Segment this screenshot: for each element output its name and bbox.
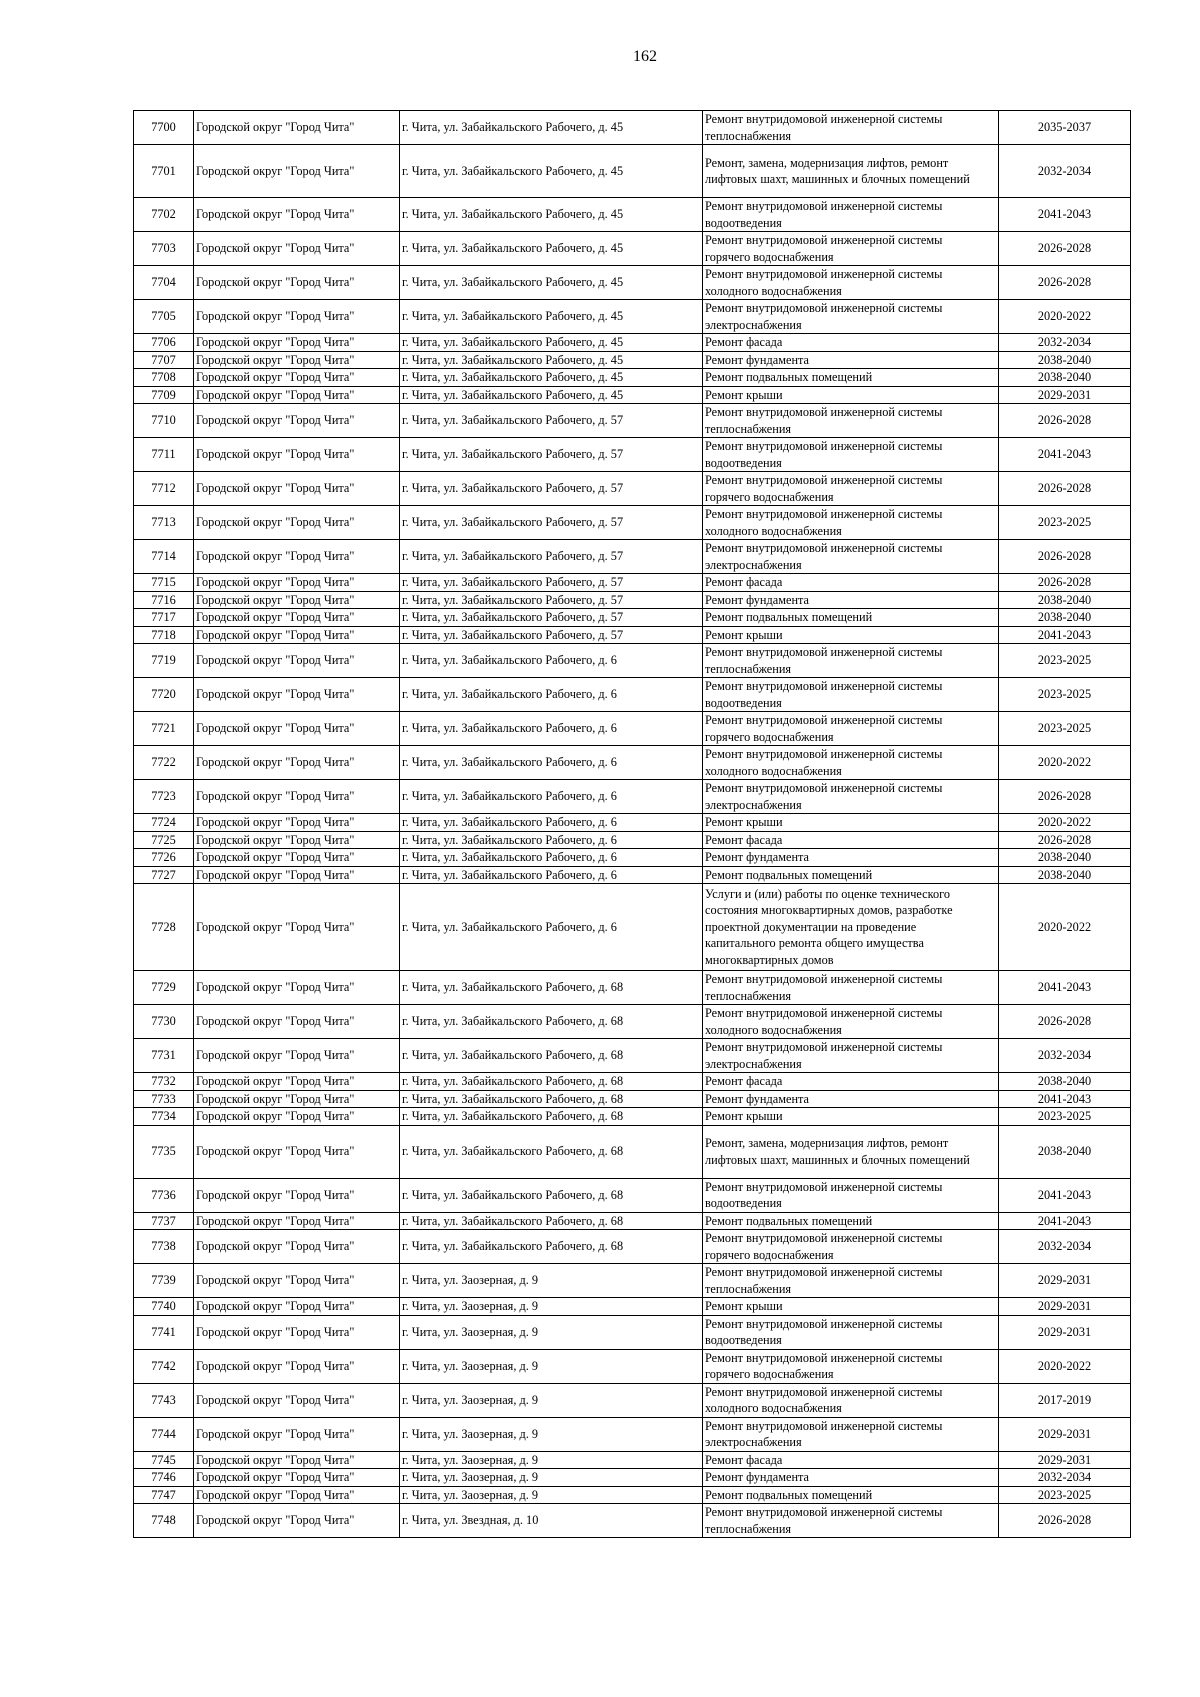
- period-cell: 2038-2040: [999, 609, 1131, 627]
- municipality-cell: Городской округ "Город Чита": [194, 1504, 400, 1538]
- row-number-cell: 7714: [134, 540, 194, 574]
- table-row: [134, 351, 1131, 369]
- address-cell: г. Чита, ул. Забайкальского Рабочего, д. 68: [400, 1090, 703, 1108]
- table-row: [134, 386, 1131, 404]
- table-row: [134, 1504, 1131, 1538]
- period-cell: 2017-2019: [999, 1383, 1131, 1417]
- period-cell: 2023-2025: [999, 678, 1131, 712]
- municipality-cell: Городской округ "Город Чита": [194, 1090, 400, 1108]
- work-type-cell: Ремонт крыши: [703, 1108, 999, 1126]
- period-cell: 2038-2040: [999, 849, 1131, 867]
- table-row: [134, 404, 1131, 438]
- work-type-cell: Ремонт внутридомовой инженерной системы теплоснабжения: [703, 1264, 999, 1298]
- work-type-cell: Ремонт внутридомовой инженерной системы холодного водоснабжения: [703, 1383, 999, 1417]
- table-row: [134, 111, 1131, 145]
- table-row: [134, 266, 1131, 300]
- address-cell: г. Чита, ул. Заозерная, д. 9: [400, 1451, 703, 1469]
- row-number-cell: 7719: [134, 644, 194, 678]
- table-row: [134, 300, 1131, 334]
- work-type-cell: Ремонт крыши: [703, 386, 999, 404]
- table-row: [134, 609, 1131, 627]
- work-type-cell: Ремонт подвальных помещений: [703, 609, 999, 627]
- work-type-cell: Ремонт внутридомовой инженерной системы электроснабжения: [703, 540, 999, 574]
- address-cell: г. Чита, ул. Забайкальского Рабочего, д. 6: [400, 780, 703, 814]
- address-cell: г. Чита, ул. Забайкальского Рабочего, д. 6: [400, 712, 703, 746]
- period-cell: 2029-2031: [999, 1417, 1131, 1451]
- period-cell: 2023-2025: [999, 1486, 1131, 1504]
- address-cell: г. Чита, ул. Заозерная, д. 9: [400, 1264, 703, 1298]
- row-number-cell: 7730: [134, 1005, 194, 1039]
- municipality-cell: Городской округ "Город Чита": [194, 884, 400, 971]
- period-cell: 2026-2028: [999, 831, 1131, 849]
- table-row: [134, 1039, 1131, 1073]
- work-type-cell: Ремонт фундамента: [703, 1090, 999, 1108]
- period-cell: 2026-2028: [999, 780, 1131, 814]
- row-number-cell: 7732: [134, 1073, 194, 1091]
- address-cell: г. Чита, ул. Забайкальского Рабочего, д. 6: [400, 831, 703, 849]
- period-cell: 2029-2031: [999, 1315, 1131, 1349]
- row-number-cell: 7707: [134, 351, 194, 369]
- municipality-cell: Городской округ "Город Чита": [194, 831, 400, 849]
- municipality-cell: Городской округ "Город Чита": [194, 1178, 400, 1212]
- municipality-cell: Городской округ "Город Чита": [194, 1005, 400, 1039]
- address-cell: г. Чита, ул. Забайкальского Рабочего, д. 45: [400, 232, 703, 266]
- period-cell: 2026-2028: [999, 540, 1131, 574]
- address-cell: г. Чита, ул. Заозерная, д. 9: [400, 1298, 703, 1316]
- work-type-cell: Ремонт внутридомовой инженерной системы водоотведения: [703, 438, 999, 472]
- work-type-cell: Ремонт внутридомовой инженерной системы горячего водоснабжения: [703, 1230, 999, 1264]
- address-cell: г. Чита, ул. Забайкальского Рабочего, д. 6: [400, 884, 703, 971]
- work-type-cell: Ремонт фасада: [703, 574, 999, 592]
- row-number-cell: 7708: [134, 369, 194, 387]
- table-row: [134, 746, 1131, 780]
- address-cell: г. Чита, ул. Забайкальского Рабочего, д. 6: [400, 644, 703, 678]
- work-type-cell: Ремонт внутридомовой инженерной системы электроснабжения: [703, 780, 999, 814]
- work-type-cell: Ремонт фундамента: [703, 1469, 999, 1487]
- row-number-cell: 7734: [134, 1108, 194, 1126]
- row-number-cell: 7709: [134, 386, 194, 404]
- row-number-cell: 7737: [134, 1212, 194, 1230]
- table-row: [134, 1451, 1131, 1469]
- table-row: [134, 1212, 1131, 1230]
- municipality-cell: Городской округ "Город Чита": [194, 145, 400, 198]
- address-cell: г. Чита, ул. Заозерная, д. 9: [400, 1349, 703, 1383]
- row-number-cell: 7715: [134, 574, 194, 592]
- work-type-cell: Ремонт фундамента: [703, 591, 999, 609]
- work-type-cell: Ремонт крыши: [703, 626, 999, 644]
- period-cell: 2041-2043: [999, 198, 1131, 232]
- municipality-cell: Городской округ "Город Чита": [194, 814, 400, 832]
- row-number-cell: 7747: [134, 1486, 194, 1504]
- work-type-cell: Ремонт крыши: [703, 814, 999, 832]
- period-cell: 2029-2031: [999, 386, 1131, 404]
- row-number-cell: 7740: [134, 1298, 194, 1316]
- page-number: 162: [633, 48, 657, 65]
- table-row: [134, 438, 1131, 472]
- work-type-cell: Ремонт внутридомовой инженерной системы электроснабжения: [703, 1417, 999, 1451]
- table-row: [134, 1264, 1131, 1298]
- municipality-cell: Городской округ "Город Чита": [194, 1469, 400, 1487]
- table-row: [134, 644, 1131, 678]
- table-row: [134, 1125, 1131, 1178]
- work-type-cell: Ремонт внутридомовой инженерной системы электроснабжения: [703, 1039, 999, 1073]
- period-cell: 2038-2040: [999, 369, 1131, 387]
- municipality-cell: Городской округ "Город Чита": [194, 506, 400, 540]
- municipality-cell: Городской округ "Город Чита": [194, 1039, 400, 1073]
- row-number-cell: 7744: [134, 1417, 194, 1451]
- table-row: [134, 1469, 1131, 1487]
- work-type-cell: Ремонт фасада: [703, 1451, 999, 1469]
- row-number-cell: 7735: [134, 1125, 194, 1178]
- address-cell: г. Чита, ул. Забайкальского Рабочего, д. 6: [400, 849, 703, 867]
- row-number-cell: 7700: [134, 111, 194, 145]
- period-cell: 2032-2034: [999, 1469, 1131, 1487]
- row-number-cell: 7729: [134, 971, 194, 1005]
- table-row: [134, 1005, 1131, 1039]
- table-row: [134, 971, 1131, 1005]
- work-type-cell: Ремонт внутридомовой инженерной системы горячего водоснабжения: [703, 712, 999, 746]
- row-number-cell: 7704: [134, 266, 194, 300]
- row-number-cell: 7705: [134, 300, 194, 334]
- row-number-cell: 7727: [134, 866, 194, 884]
- row-number-cell: 7702: [134, 198, 194, 232]
- work-type-cell: Ремонт фасада: [703, 1073, 999, 1091]
- period-cell: 2041-2043: [999, 626, 1131, 644]
- municipality-cell: Городской округ "Город Чита": [194, 472, 400, 506]
- period-cell: 2023-2025: [999, 1108, 1131, 1126]
- work-type-cell: Ремонт внутридомовой инженерной системы холодного водоснабжения: [703, 1005, 999, 1039]
- address-cell: г. Чита, ул. Забайкальского Рабочего, д. 6: [400, 678, 703, 712]
- row-number-cell: 7733: [134, 1090, 194, 1108]
- period-cell: 2026-2028: [999, 1005, 1131, 1039]
- work-type-cell: Ремонт, замена, модернизация лифтов, ремонт лифтовых шахт, машинных и блочных помещений: [703, 1125, 999, 1178]
- table-row: [134, 814, 1131, 832]
- period-cell: 2026-2028: [999, 232, 1131, 266]
- municipality-cell: Городской округ "Город Чита": [194, 404, 400, 438]
- table-row: [134, 1178, 1131, 1212]
- municipality-cell: Городской округ "Город Чита": [194, 540, 400, 574]
- table-row: [134, 1090, 1131, 1108]
- row-number-cell: 7722: [134, 746, 194, 780]
- row-number-cell: 7736: [134, 1178, 194, 1212]
- work-type-cell: Ремонт фундамента: [703, 849, 999, 867]
- period-cell: 2026-2028: [999, 472, 1131, 506]
- municipality-cell: Городской округ "Город Чита": [194, 369, 400, 387]
- row-number-cell: 7721: [134, 712, 194, 746]
- period-cell: 2029-2031: [999, 1264, 1131, 1298]
- period-cell: 2041-2043: [999, 1178, 1131, 1212]
- registry-table-body: [134, 111, 1131, 1538]
- table-row: [134, 626, 1131, 644]
- address-cell: г. Чита, ул. Забайкальского Рабочего, д. 57: [400, 609, 703, 627]
- period-cell: 2026-2028: [999, 404, 1131, 438]
- address-cell: г. Чита, ул. Забайкальского Рабочего, д. 45: [400, 351, 703, 369]
- address-cell: г. Чита, ул. Забайкальского Рабочего, д. 68: [400, 1178, 703, 1212]
- work-type-cell: Ремонт фасада: [703, 831, 999, 849]
- address-cell: г. Чита, ул. Забайкальского Рабочего, д. 68: [400, 1073, 703, 1091]
- row-number-cell: 7716: [134, 591, 194, 609]
- period-cell: 2041-2043: [999, 971, 1131, 1005]
- work-type-cell: Ремонт внутридомовой инженерной системы холодного водоснабжения: [703, 506, 999, 540]
- municipality-cell: Городской округ "Город Чита": [194, 644, 400, 678]
- work-type-cell: Ремонт внутридомовой инженерной системы горячего водоснабжения: [703, 472, 999, 506]
- table-row: [134, 1486, 1131, 1504]
- address-cell: г. Чита, ул. Забайкальского Рабочего, д. 6: [400, 814, 703, 832]
- period-cell: 2026-2028: [999, 266, 1131, 300]
- address-cell: г. Чита, ул. Заозерная, д. 9: [400, 1315, 703, 1349]
- municipality-cell: Городской округ "Город Чита": [194, 678, 400, 712]
- period-cell: 2032-2034: [999, 145, 1131, 198]
- row-number-cell: 7742: [134, 1349, 194, 1383]
- table-row: [134, 145, 1131, 198]
- period-cell: 2032-2034: [999, 1230, 1131, 1264]
- row-number-cell: 7717: [134, 609, 194, 627]
- work-type-cell: Ремонт внутридомовой инженерной системы теплоснабжения: [703, 1504, 999, 1538]
- period-cell: 2041-2043: [999, 1090, 1131, 1108]
- address-cell: г. Чита, ул. Забайкальского Рабочего, д. 45: [400, 369, 703, 387]
- period-cell: 2026-2028: [999, 1504, 1131, 1538]
- address-cell: г. Чита, ул. Забайкальского Рабочего, д. 45: [400, 266, 703, 300]
- municipality-cell: Городской округ "Город Чита": [194, 1486, 400, 1504]
- work-type-cell: Ремонт внутридомовой инженерной системы водоотведения: [703, 1315, 999, 1349]
- table-row: [134, 574, 1131, 592]
- work-type-cell: Ремонт внутридомовой инженерной системы теплоснабжения: [703, 971, 999, 1005]
- period-cell: 2041-2043: [999, 1212, 1131, 1230]
- period-cell: 2029-2031: [999, 1451, 1131, 1469]
- table-row: [134, 1383, 1131, 1417]
- row-number-cell: 7748: [134, 1504, 194, 1538]
- work-type-cell: Ремонт внутридомовой инженерной системы горячего водоснабжения: [703, 1349, 999, 1383]
- row-number-cell: 7746: [134, 1469, 194, 1487]
- municipality-cell: Городской округ "Город Чита": [194, 1108, 400, 1126]
- table-row: [134, 334, 1131, 352]
- period-cell: 2041-2043: [999, 438, 1131, 472]
- table-row: [134, 1349, 1131, 1383]
- row-number-cell: 7701: [134, 145, 194, 198]
- work-type-cell: Ремонт внутридомовой инженерной системы водоотведения: [703, 678, 999, 712]
- address-cell: г. Чита, ул. Забайкальского Рабочего, д. 68: [400, 1212, 703, 1230]
- address-cell: г. Чита, ул. Забайкальского Рабочего, д. 68: [400, 1230, 703, 1264]
- municipality-cell: Городской округ "Город Чита": [194, 712, 400, 746]
- period-cell: 2038-2040: [999, 1073, 1131, 1091]
- municipality-cell: Городской округ "Город Чита": [194, 591, 400, 609]
- work-type-cell: Ремонт фасада: [703, 334, 999, 352]
- row-number-cell: 7711: [134, 438, 194, 472]
- municipality-cell: Городской округ "Город Чита": [194, 1073, 400, 1091]
- municipality-cell: Городской округ "Город Чита": [194, 1298, 400, 1316]
- row-number-cell: 7710: [134, 404, 194, 438]
- table-row: [134, 369, 1131, 387]
- municipality-cell: Городской округ "Город Чита": [194, 609, 400, 627]
- address-cell: г. Чита, ул. Забайкальского Рабочего, д. 57: [400, 626, 703, 644]
- municipality-cell: Городской округ "Город Чита": [194, 300, 400, 334]
- work-type-cell: Ремонт подвальных помещений: [703, 1212, 999, 1230]
- address-cell: г. Чита, ул. Забайкальского Рабочего, д. 57: [400, 591, 703, 609]
- row-number-cell: 7723: [134, 780, 194, 814]
- registry-table: [133, 110, 1131, 1538]
- table-row: [134, 1230, 1131, 1264]
- row-number-cell: 7726: [134, 849, 194, 867]
- row-number-cell: 7720: [134, 678, 194, 712]
- municipality-cell: Городской округ "Город Чита": [194, 438, 400, 472]
- municipality-cell: Городской округ "Город Чита": [194, 351, 400, 369]
- municipality-cell: Городской округ "Город Чита": [194, 780, 400, 814]
- work-type-cell: Ремонт подвальных помещений: [703, 866, 999, 884]
- municipality-cell: Городской округ "Город Чита": [194, 746, 400, 780]
- work-type-cell: Ремонт внутридомовой инженерной системы горячего водоснабжения: [703, 232, 999, 266]
- period-cell: 2038-2040: [999, 1125, 1131, 1178]
- period-cell: 2020-2022: [999, 884, 1131, 971]
- municipality-cell: Городской округ "Город Чита": [194, 111, 400, 145]
- municipality-cell: Городской округ "Город Чита": [194, 849, 400, 867]
- table-row: [134, 678, 1131, 712]
- municipality-cell: Городской округ "Город Чита": [194, 1230, 400, 1264]
- address-cell: г. Чита, ул. Забайкальского Рабочего, д. 68: [400, 1039, 703, 1073]
- table-row: [134, 1417, 1131, 1451]
- work-type-cell: Ремонт фундамента: [703, 351, 999, 369]
- row-number-cell: 7739: [134, 1264, 194, 1298]
- work-type-cell: Ремонт подвальных помещений: [703, 1486, 999, 1504]
- period-cell: 2020-2022: [999, 300, 1131, 334]
- municipality-cell: Городской округ "Город Чита": [194, 266, 400, 300]
- row-number-cell: 7703: [134, 232, 194, 266]
- table-row: [134, 198, 1131, 232]
- period-cell: 2020-2022: [999, 1349, 1131, 1383]
- period-cell: 2023-2025: [999, 712, 1131, 746]
- table-row: [134, 472, 1131, 506]
- period-cell: 2023-2025: [999, 644, 1131, 678]
- table-row: [134, 1315, 1131, 1349]
- period-cell: 2038-2040: [999, 866, 1131, 884]
- row-number-cell: 7743: [134, 1383, 194, 1417]
- row-number-cell: 7724: [134, 814, 194, 832]
- table-row: [134, 540, 1131, 574]
- address-cell: г. Чита, ул. Заозерная, д. 9: [400, 1469, 703, 1487]
- municipality-cell: Городской округ "Город Чита": [194, 198, 400, 232]
- municipality-cell: Городской округ "Город Чита": [194, 334, 400, 352]
- address-cell: г. Чита, ул. Звездная, д. 10: [400, 1504, 703, 1538]
- work-type-cell: Ремонт подвальных помещений: [703, 369, 999, 387]
- municipality-cell: Городской округ "Город Чита": [194, 386, 400, 404]
- address-cell: г. Чита, ул. Заозерная, д. 9: [400, 1417, 703, 1451]
- address-cell: г. Чита, ул. Забайкальского Рабочего, д. 57: [400, 438, 703, 472]
- work-type-cell: Ремонт крыши: [703, 1298, 999, 1316]
- municipality-cell: Городской округ "Город Чита": [194, 1383, 400, 1417]
- table-row: [134, 712, 1131, 746]
- address-cell: г. Чита, ул. Забайкальского Рабочего, д. 68: [400, 1125, 703, 1178]
- period-cell: 2029-2031: [999, 1298, 1131, 1316]
- table-row: [134, 1073, 1131, 1091]
- table-row: [134, 591, 1131, 609]
- address-cell: г. Чита, ул. Забайкальского Рабочего, д. 68: [400, 971, 703, 1005]
- address-cell: г. Чита, ул. Заозерная, д. 9: [400, 1486, 703, 1504]
- address-cell: г. Чита, ул. Забайкальского Рабочего, д. 57: [400, 472, 703, 506]
- row-number-cell: 7706: [134, 334, 194, 352]
- address-cell: г. Чита, ул. Забайкальского Рабочего, д. 45: [400, 145, 703, 198]
- address-cell: г. Чита, ул. Забайкальского Рабочего, д. 68: [400, 1108, 703, 1126]
- table-row: [134, 1298, 1131, 1316]
- address-cell: г. Чита, ул. Забайкальского Рабочего, д. 57: [400, 506, 703, 540]
- period-cell: 2032-2034: [999, 334, 1131, 352]
- work-type-cell: Ремонт, замена, модернизация лифтов, ремонт лифтовых шахт, машинных и блочных помещений: [703, 145, 999, 198]
- municipality-cell: Городской округ "Город Чита": [194, 971, 400, 1005]
- period-cell: 2032-2034: [999, 1039, 1131, 1073]
- work-type-cell: Ремонт внутридомовой инженерной системы теплоснабжения: [703, 111, 999, 145]
- work-type-cell: Ремонт внутридомовой инженерной системы теплоснабжения: [703, 644, 999, 678]
- row-number-cell: 7741: [134, 1315, 194, 1349]
- work-type-cell: Ремонт внутридомовой инженерной системы холодного водоснабжения: [703, 266, 999, 300]
- row-number-cell: 7725: [134, 831, 194, 849]
- address-cell: г. Чита, ул. Забайкальского Рабочего, д. 68: [400, 1005, 703, 1039]
- row-number-cell: 7745: [134, 1451, 194, 1469]
- period-cell: 2020-2022: [999, 746, 1131, 780]
- row-number-cell: 7713: [134, 506, 194, 540]
- table-row: [134, 232, 1131, 266]
- municipality-cell: Городской округ "Город Чита": [194, 1349, 400, 1383]
- municipality-cell: Городской округ "Город Чита": [194, 232, 400, 266]
- row-number-cell: 7728: [134, 884, 194, 971]
- address-cell: г. Чита, ул. Забайкальского Рабочего, д. 45: [400, 111, 703, 145]
- table-row: [134, 506, 1131, 540]
- municipality-cell: Городской округ "Город Чита": [194, 1212, 400, 1230]
- period-cell: 2035-2037: [999, 111, 1131, 145]
- period-cell: 2020-2022: [999, 814, 1131, 832]
- work-type-cell: Ремонт внутридомовой инженерной системы водоотведения: [703, 1178, 999, 1212]
- municipality-cell: Городской округ "Город Чита": [194, 1417, 400, 1451]
- table-row: [134, 780, 1131, 814]
- row-number-cell: 7731: [134, 1039, 194, 1073]
- municipality-cell: Городской округ "Город Чита": [194, 1451, 400, 1469]
- address-cell: г. Чита, ул. Заозерная, д. 9: [400, 1383, 703, 1417]
- address-cell: г. Чита, ул. Забайкальского Рабочего, д. 45: [400, 300, 703, 334]
- table-row: [134, 849, 1131, 867]
- address-cell: г. Чита, ул. Забайкальского Рабочего, д. 57: [400, 404, 703, 438]
- address-cell: г. Чита, ул. Забайкальского Рабочего, д. 6: [400, 866, 703, 884]
- row-number-cell: 7738: [134, 1230, 194, 1264]
- address-cell: г. Чита, ул. Забайкальского Рабочего, д. 45: [400, 386, 703, 404]
- address-cell: г. Чита, ул. Забайкальского Рабочего, д. 57: [400, 574, 703, 592]
- municipality-cell: Городской округ "Город Чита": [194, 866, 400, 884]
- address-cell: г. Чита, ул. Забайкальского Рабочего, д. 45: [400, 334, 703, 352]
- work-type-cell: Ремонт внутридомовой инженерной системы водоотведения: [703, 198, 999, 232]
- table-row: [134, 1108, 1131, 1126]
- municipality-cell: Городской округ "Город Чита": [194, 574, 400, 592]
- table-row: [134, 866, 1131, 884]
- table-row: [134, 884, 1131, 971]
- municipality-cell: Городской округ "Город Чита": [194, 1125, 400, 1178]
- municipality-cell: Городской округ "Город Чита": [194, 626, 400, 644]
- work-type-cell: Услуги и (или) работы по оценке технического состояния многоквартирных домов, разработке проектной документации на проведение капитального ремонта общего имущества многоквартирных домов: [703, 884, 999, 971]
- period-cell: 2038-2040: [999, 591, 1131, 609]
- address-cell: г. Чита, ул. Забайкальского Рабочего, д. 6: [400, 746, 703, 780]
- row-number-cell: 7712: [134, 472, 194, 506]
- municipality-cell: Городской округ "Город Чита": [194, 1315, 400, 1349]
- period-cell: 2038-2040: [999, 351, 1131, 369]
- municipality-cell: Городской округ "Город Чита": [194, 1264, 400, 1298]
- table-row: [134, 831, 1131, 849]
- work-type-cell: Ремонт внутридомовой инженерной системы электроснабжения: [703, 300, 999, 334]
- period-cell: 2023-2025: [999, 506, 1131, 540]
- work-type-cell: Ремонт внутридомовой инженерной системы теплоснабжения: [703, 404, 999, 438]
- work-type-cell: Ремонт внутридомовой инженерной системы холодного водоснабжения: [703, 746, 999, 780]
- address-cell: г. Чита, ул. Забайкальского Рабочего, д. 45: [400, 198, 703, 232]
- address-cell: г. Чита, ул. Забайкальского Рабочего, д. 57: [400, 540, 703, 574]
- row-number-cell: 7718: [134, 626, 194, 644]
- period-cell: 2026-2028: [999, 574, 1131, 592]
